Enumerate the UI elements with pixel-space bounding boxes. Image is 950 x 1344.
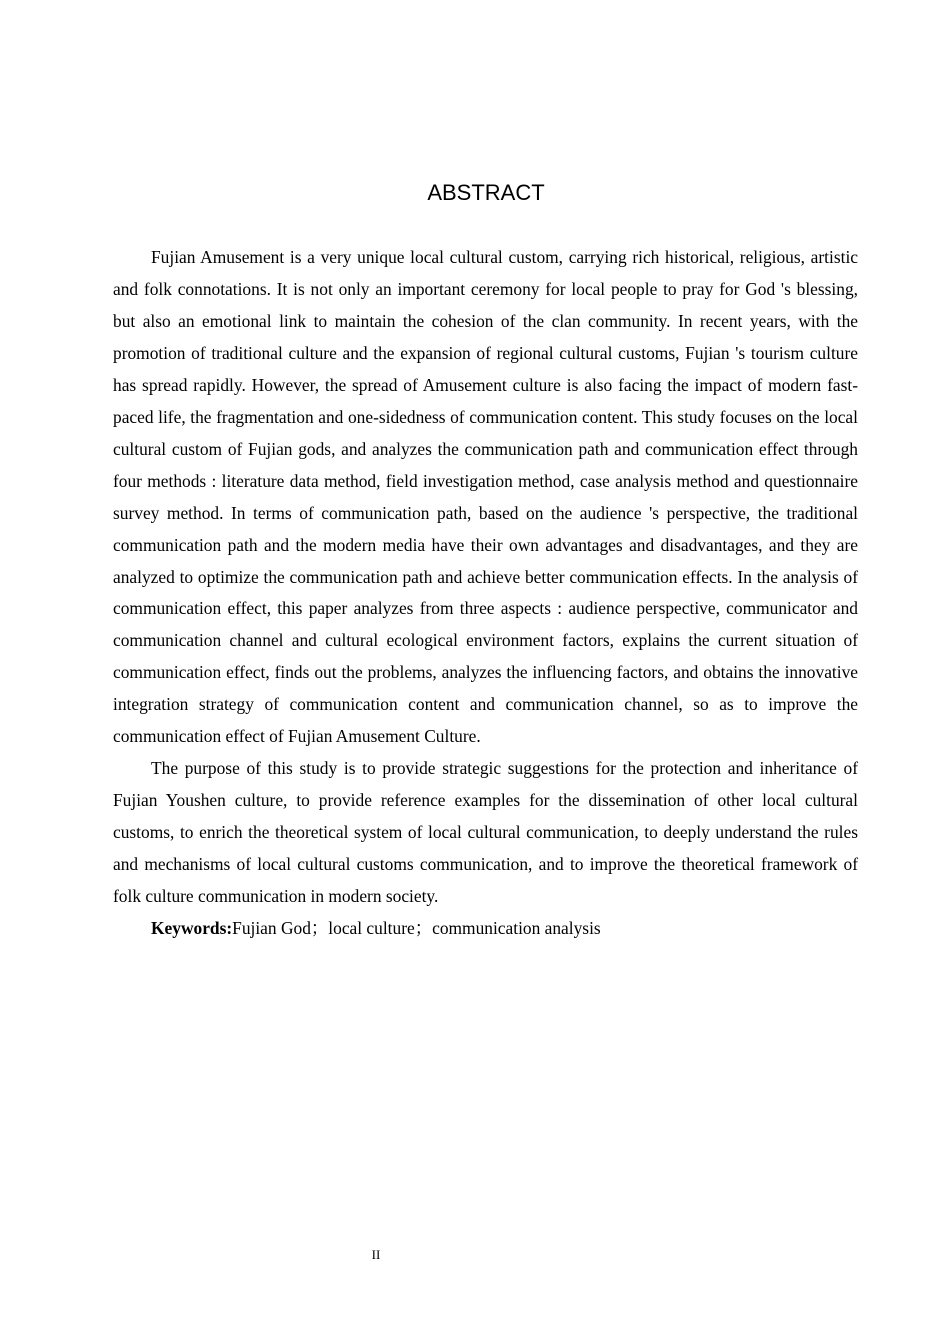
- abstract-paragraph-2: The purpose of this study is to provide strategic suggestions for the protection and inheritance of Fujian Youshen culture, to provide reference examples for the dissemination of other local cultural customs, to enrich the theoretical system of local cultural communication, to deeply understand the rules and mechanisms of local cultural customs communication, and to improve the theoretical framework of folk culture communication in modern society.: [113, 758, 858, 907]
- keywords-line: [113, 913, 858, 945]
- keywords-text: Fujian God；local culture；communication analysis: [232, 918, 601, 939]
- keywords-label: Keywords:: [151, 918, 233, 939]
- abstract-title: ABSTRACT: [427, 180, 545, 205]
- abstract-body: [113, 242, 858, 945]
- page-number: II: [371, 1247, 381, 1262]
- abstract-paragraph-1: Fujian Amusement is a very unique local cultural custom, carrying rich historical, religious, artistic and folk connotations. It is not only an important ceremony for local people to pray for God 's blessing, but also an emotional link to maintain the cohesion of the clan community. In recent years, with the promotion of traditional culture and the expansion of regional cultural customs, Fujian 's tourism culture has spread rapidly. However, the spread of Amusement culture is also facing the impact of modern fast-paced life, the fragmentation and one-sidedness of communication content. This study focuses on the local cultural custom of Fujian gods, and analyzes the communication path and communication effect through four methods : literature data method, field investigation method, case analysis method and questionnaire survey method. In terms of communication path, based on the audience 's perspective, the traditional communication path and the modern media have their own advantages and disadvantages, and they are analyzed to optimize the communication path and achieve better communication effects. In the analysis of communication effect, this paper analyzes from three aspects : audience perspective, communicator and communication channel and cultural ecological environment factors, explains the current situation of communication effect, finds out the problems, analyzes the influencing factors, and obtains the innovative integration strategy of communication content and communication channel, so as to improve the communication effect of Fujian Amusement Culture.: [113, 247, 858, 747]
